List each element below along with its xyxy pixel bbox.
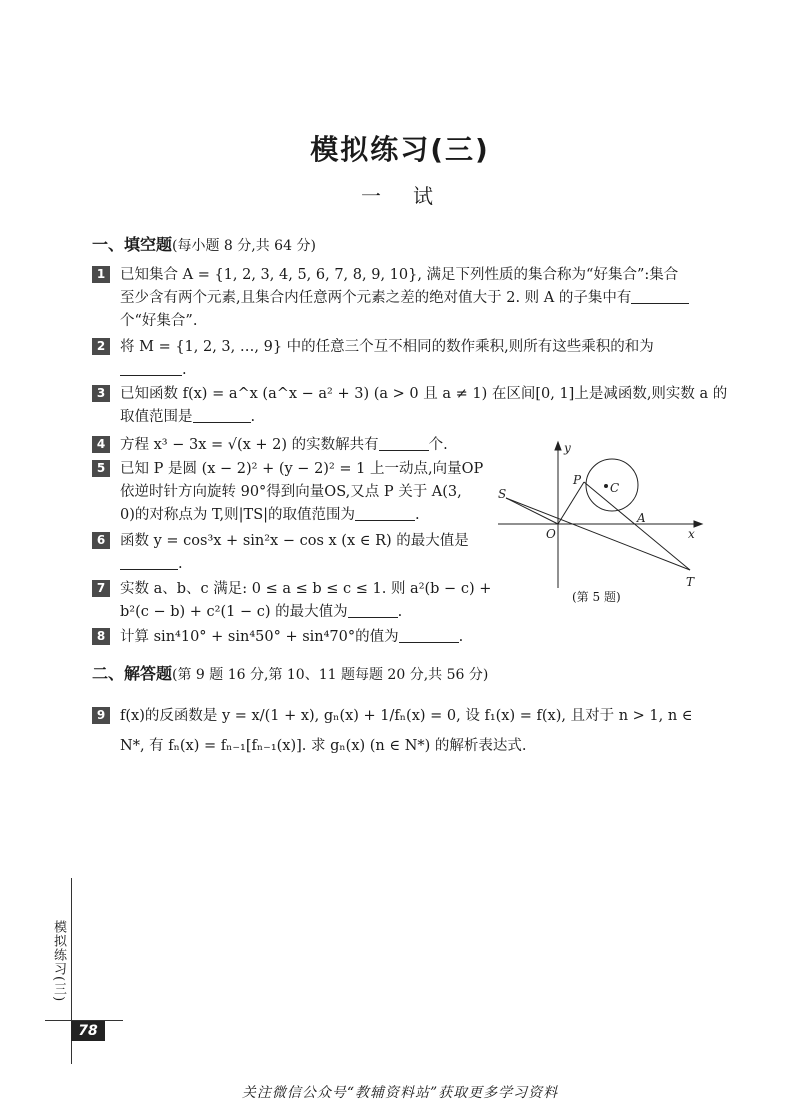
page-subtitle: 一 试 xyxy=(361,184,439,208)
question-8-line-2: . xyxy=(458,629,464,645)
segment-os xyxy=(506,498,558,524)
question-3-line-2: 取值范围是 xyxy=(120,409,193,425)
segment-op xyxy=(558,482,584,524)
label-s: S xyxy=(498,487,507,501)
section-note-2: (第 9 题 16 分,第 10、11 题每题 20 分,共 56 分) xyxy=(172,667,489,683)
section-label-1: 一、填空题 xyxy=(92,235,173,254)
center-c-dot xyxy=(604,484,608,488)
question-number-3: 3 xyxy=(92,385,110,402)
segment-st xyxy=(506,498,690,570)
question-5-line-1: 已知 P 是圆 (x − 2)² + (y − 2)² = 1 上一动点,向量OP xyxy=(120,461,484,477)
footer-note: 关注微信公众号“教辅资料站”获取更多学习资料 xyxy=(241,1085,559,1101)
question-number-7: 7 xyxy=(92,580,110,597)
question-7-line-2: b²(c − b) + c²(1 − c) 的最大值为 xyxy=(120,604,348,620)
label-o: O xyxy=(546,527,556,541)
answer-blank xyxy=(193,408,251,423)
question-3-line-1: 已知函数 f(x) = a^x (a^x − a² + 3) (a > 0 且 a ≠ 1) 在区间[0, 1]上是减函数,则实数 a 的 xyxy=(120,386,728,402)
label-p: P xyxy=(573,473,582,487)
question-6 xyxy=(92,530,492,576)
answer-blank xyxy=(120,361,182,376)
question-1-line-3: 个“好集合”. xyxy=(120,313,198,329)
question-2-line-1: 将 M = {1, 2, 3, …, 9} 中的任意三个互不相同的数作乘积,则所有这些乘积的和为 xyxy=(120,339,654,355)
question-1-line-1: 已知集合 A = {1, 2, 3, 4, 5, 6, 7, 8, 9, 10}, 满足下列性质的集合称为“好集合”:集合 xyxy=(120,267,679,283)
label-x: x xyxy=(688,527,695,541)
question-6-line-2: . xyxy=(178,556,183,572)
question-number-2: 2 xyxy=(92,338,110,355)
question-number-5: 5 xyxy=(92,460,110,477)
answer-blank xyxy=(120,555,178,570)
question-number-9: 9 xyxy=(92,707,110,724)
answer-blank xyxy=(348,603,398,618)
question-5 xyxy=(92,458,492,527)
question-6-line-1: 函数 y = cos³x + sin²x − cos x (x ∈ R) 的最大值是 xyxy=(120,533,469,549)
question-5-line-4: . xyxy=(415,507,420,523)
question-1 xyxy=(92,264,712,333)
question-4-line-1: 方程 x³ − 3x = √(x + 2) 的实数解共有 xyxy=(120,437,379,453)
question-4-line-2: 个. xyxy=(428,437,448,453)
side-section-label: 模拟练习(三) xyxy=(51,920,66,1003)
question-9-line-2: N*, 有 fₙ(x) = fₙ₋₁[fₙ₋₁(x)]. 求 gₙ(x) (n ∈ N*) 的解析表达式. xyxy=(120,738,527,754)
question-3 xyxy=(92,383,728,429)
answer-blank xyxy=(399,628,459,643)
question-8-line-1: 计算 sin⁴10° + sin⁴50° + sin⁴70°的值为 xyxy=(120,629,399,645)
question-7-line-1: 实数 a、b、c 满足: 0 ≤ a ≤ b ≤ c ≤ 1. 则 a²(b − c) + xyxy=(120,581,492,597)
segment-pt xyxy=(584,482,690,570)
section-heading-2 xyxy=(92,661,488,684)
x-axis-arrow xyxy=(694,521,702,527)
page-number: 78 xyxy=(71,1021,105,1041)
question-2 xyxy=(92,336,712,382)
section-label-2: 二、解答题 xyxy=(92,664,173,683)
question-5-figure xyxy=(496,440,706,590)
section-note-1: (每小题 8 分,共 64 分) xyxy=(172,238,316,254)
question-2-line-2: . xyxy=(182,362,187,378)
question-7 xyxy=(92,578,492,624)
question-number-1: 1 xyxy=(92,266,110,283)
answer-blank xyxy=(631,289,689,304)
question-7-line-3: . xyxy=(397,604,403,620)
question-8 xyxy=(92,626,492,649)
question-number-8: 8 xyxy=(92,628,110,645)
figure-caption: (第 5 题) xyxy=(572,590,621,604)
section-heading-1 xyxy=(92,232,316,255)
question-number-6: 6 xyxy=(92,532,110,549)
question-5-line-3: 0)的对称点为 T,则|TS|的取值范围为 xyxy=(120,507,356,523)
question-5-line-2: 依逆时针方向旋转 90°得到向量OS,又点 P 关于 A(3, xyxy=(120,484,462,500)
page-title: 模拟练习(三) xyxy=(310,133,490,166)
question-4 xyxy=(92,434,492,457)
label-y: y xyxy=(564,441,571,455)
label-a: A xyxy=(637,511,646,525)
question-number-4: 4 xyxy=(92,436,110,453)
y-axis-arrow xyxy=(555,442,561,450)
question-1-line-2: 至少含有两个元素,且集合内任意两个元素之差的绝对值大于 2. 则 A 的子集中有 xyxy=(120,290,632,306)
label-t: T xyxy=(686,575,695,589)
label-c: C xyxy=(610,481,620,495)
question-3-line-3: . xyxy=(250,409,256,425)
answer-blank xyxy=(355,506,415,521)
question-9-line-1: f(x)的反函数是 y = x/(1 + x), gₙ(x) + 1/fₙ(x) = 0, 设 f₁(x) = f(x), 且对于 n > 1, n ∈ xyxy=(120,708,693,724)
question-9 xyxy=(92,701,712,761)
answer-blank xyxy=(379,436,429,451)
